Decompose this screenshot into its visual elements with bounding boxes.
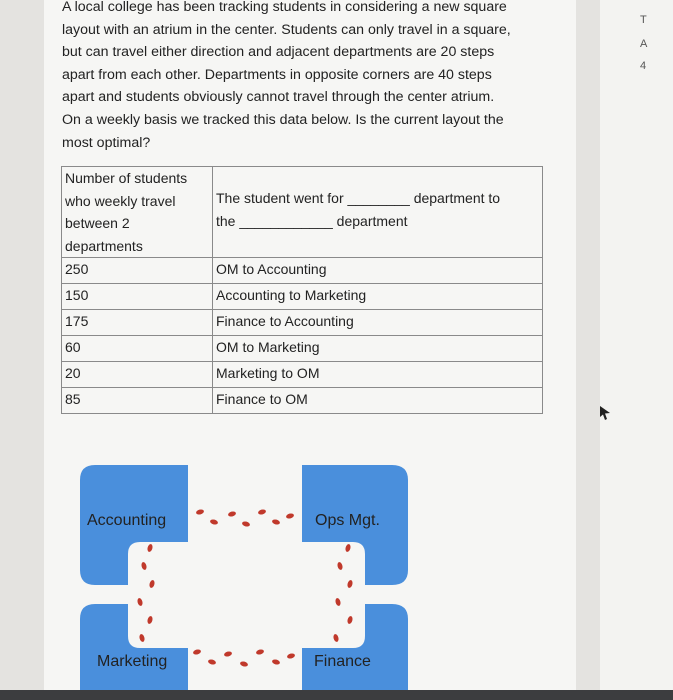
route: OM to Accounting <box>213 258 543 284</box>
footprint <box>228 511 237 518</box>
edge-letter-2: A <box>640 38 648 50</box>
route: OM to Marketing <box>213 336 543 362</box>
footprint <box>193 649 202 656</box>
header-count-line: between 2 <box>65 215 130 231</box>
footprint <box>139 634 146 643</box>
student-count: 175 <box>62 310 213 336</box>
footprint <box>210 519 219 526</box>
route: Marketing to OM <box>213 362 543 388</box>
question-line: apart from each other. Departments in opposite corners are 40 steps <box>62 66 492 83</box>
footprint <box>240 661 249 668</box>
footprint <box>141 562 148 571</box>
question-line: most optimal? <box>62 134 151 151</box>
header-route-line: the ____________ department <box>216 212 408 229</box>
finance-label: Finance <box>314 653 371 670</box>
footprint <box>242 521 251 528</box>
marketing-box <box>80 604 188 690</box>
footprint <box>147 544 154 553</box>
footprint <box>347 580 354 589</box>
student-count: 150 <box>62 284 213 310</box>
student-count: 60 <box>62 336 213 362</box>
footprint <box>337 562 344 571</box>
footprint <box>258 509 267 516</box>
footprint <box>137 598 144 607</box>
finance-box <box>302 604 408 690</box>
question-line: but can travel either direction and adjacent departments are 20 steps <box>62 44 495 61</box>
footprint <box>224 651 233 658</box>
footprint <box>256 649 265 656</box>
footprint <box>347 616 354 625</box>
footprint <box>286 513 295 520</box>
question-line: layout with an atrium in the center. Students can only travel in a square, <box>62 21 511 38</box>
footprint <box>208 659 217 666</box>
footprint <box>287 653 296 660</box>
footprint <box>335 598 342 607</box>
header-count-line: departments <box>65 237 143 254</box>
footprint <box>345 544 352 553</box>
edge-letter-1: T <box>640 14 647 26</box>
footprint <box>272 659 281 666</box>
question-line: On a weekly basis we tracked this data below. Is the current layout the <box>62 111 504 128</box>
bottom-bar <box>0 690 673 700</box>
footprint <box>196 509 205 516</box>
route: Finance to Accounting <box>213 310 543 336</box>
student-count: 85 <box>62 388 213 414</box>
student-count: 250 <box>62 258 213 284</box>
student-count: 20 <box>62 362 213 388</box>
question-line: apart and students obviously cannot travel through the center atrium. <box>62 89 495 106</box>
footprint <box>333 634 340 643</box>
footprint <box>149 580 156 589</box>
footprint <box>147 616 154 625</box>
mouse-pointer-icon <box>598 405 612 421</box>
marketing-label: Marketing <box>97 653 168 670</box>
header-route-line: The student went for ________ department to <box>216 190 501 206</box>
accounting-label: Accounting <box>87 512 167 529</box>
edge-letter-3: 4 <box>640 60 647 72</box>
footprint <box>272 519 281 526</box>
question-line: A local college has been tracking students in considering a new square <box>62 0 507 15</box>
ops-label: Ops Mgt. <box>315 512 380 529</box>
route: Accounting to Marketing <box>213 284 543 310</box>
header-count-line: who weekly travel <box>65 192 176 209</box>
route: Finance to OM <box>213 388 543 414</box>
header-count-line: Number of students <box>65 170 188 186</box>
